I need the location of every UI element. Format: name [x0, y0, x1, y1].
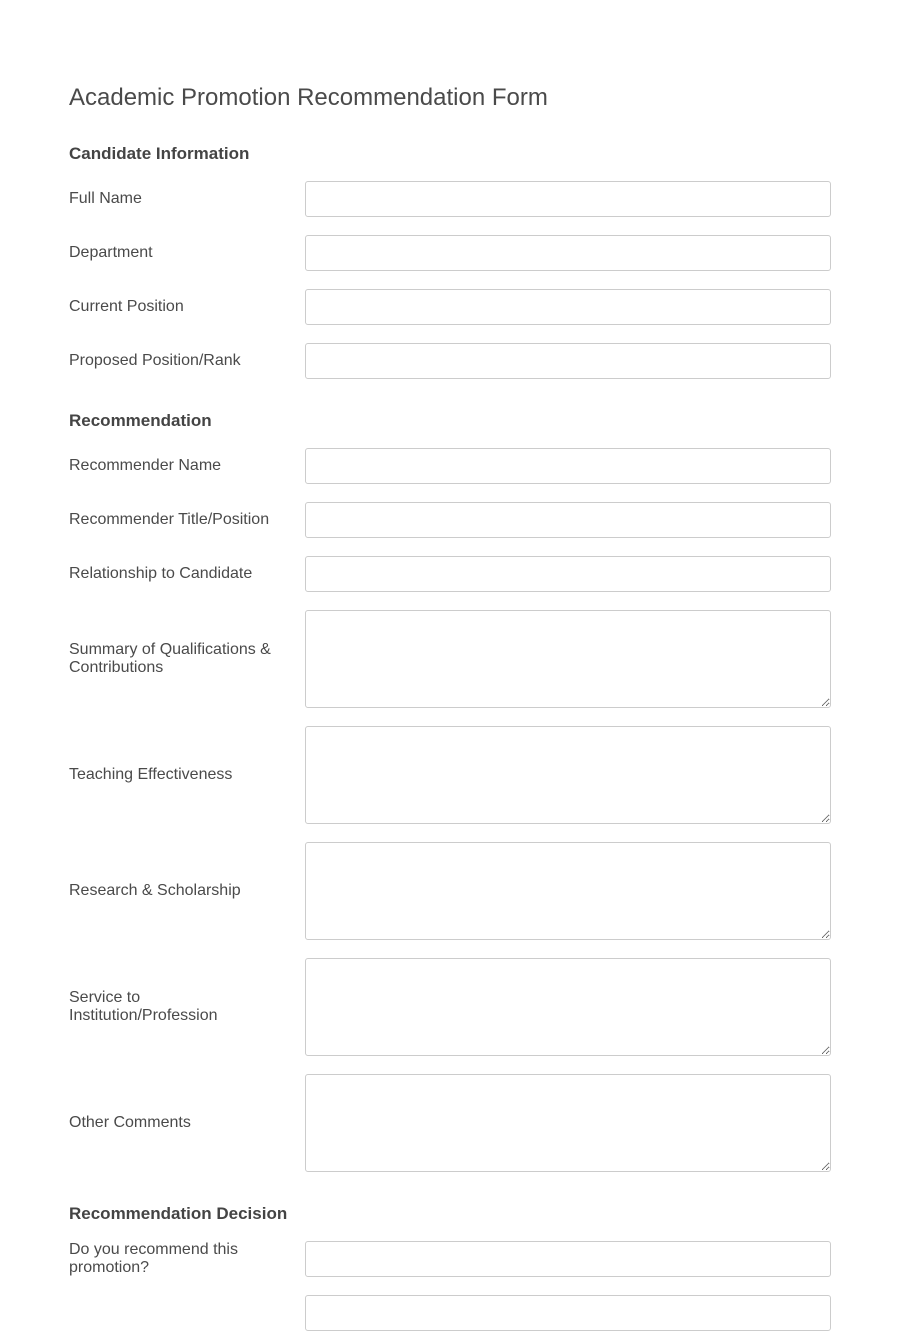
recommender-name-input[interactable] — [305, 448, 831, 484]
service-textarea[interactable] — [305, 958, 831, 1056]
field-label: Proposed Position/Rank — [69, 352, 241, 369]
field-label: Recommender Name — [69, 457, 222, 474]
page-title: Academic Promotion Recommendation Form — [69, 84, 548, 111]
field-label: Current Position — [69, 298, 184, 315]
current-position-input[interactable] — [305, 289, 831, 325]
teaching-effectiveness-textarea[interactable] — [305, 726, 831, 824]
field-label: Relationship to Candidate — [69, 565, 253, 582]
research-scholarship-textarea[interactable] — [305, 842, 831, 940]
field-label: Do you recommend this promotion? — [69, 1241, 238, 1276]
field-label: Service to Institution/Profession — [69, 989, 218, 1024]
proposed-position-input[interactable] — [305, 343, 831, 379]
field-label: Other Comments — [69, 1114, 191, 1131]
recommender-title-input[interactable] — [305, 502, 831, 538]
section-heading-recommendation: Recommendation — [69, 411, 212, 430]
field-label: Research & Scholarship — [69, 882, 241, 899]
recommend-promotion-input[interactable] — [305, 1241, 831, 1277]
field-label: Teaching Effectiveness — [69, 766, 233, 783]
next-field-input[interactable] — [305, 1295, 831, 1331]
field-label: Summary of Qualifications & Contributions — [69, 641, 271, 676]
full-name-input[interactable] — [305, 181, 831, 217]
field-label: Recommender Title/Position — [69, 511, 270, 528]
summary-textarea[interactable] — [305, 610, 831, 708]
field-label: Department — [69, 244, 153, 261]
field-label: Full Name — [69, 190, 142, 207]
section-heading-candidate-information: Candidate Information — [69, 144, 250, 163]
department-input[interactable] — [305, 235, 831, 271]
section-heading-recommendation-decision: Recommendation Decision — [69, 1204, 288, 1223]
other-comments-textarea[interactable] — [305, 1074, 831, 1172]
relationship-input[interactable] — [305, 556, 831, 592]
